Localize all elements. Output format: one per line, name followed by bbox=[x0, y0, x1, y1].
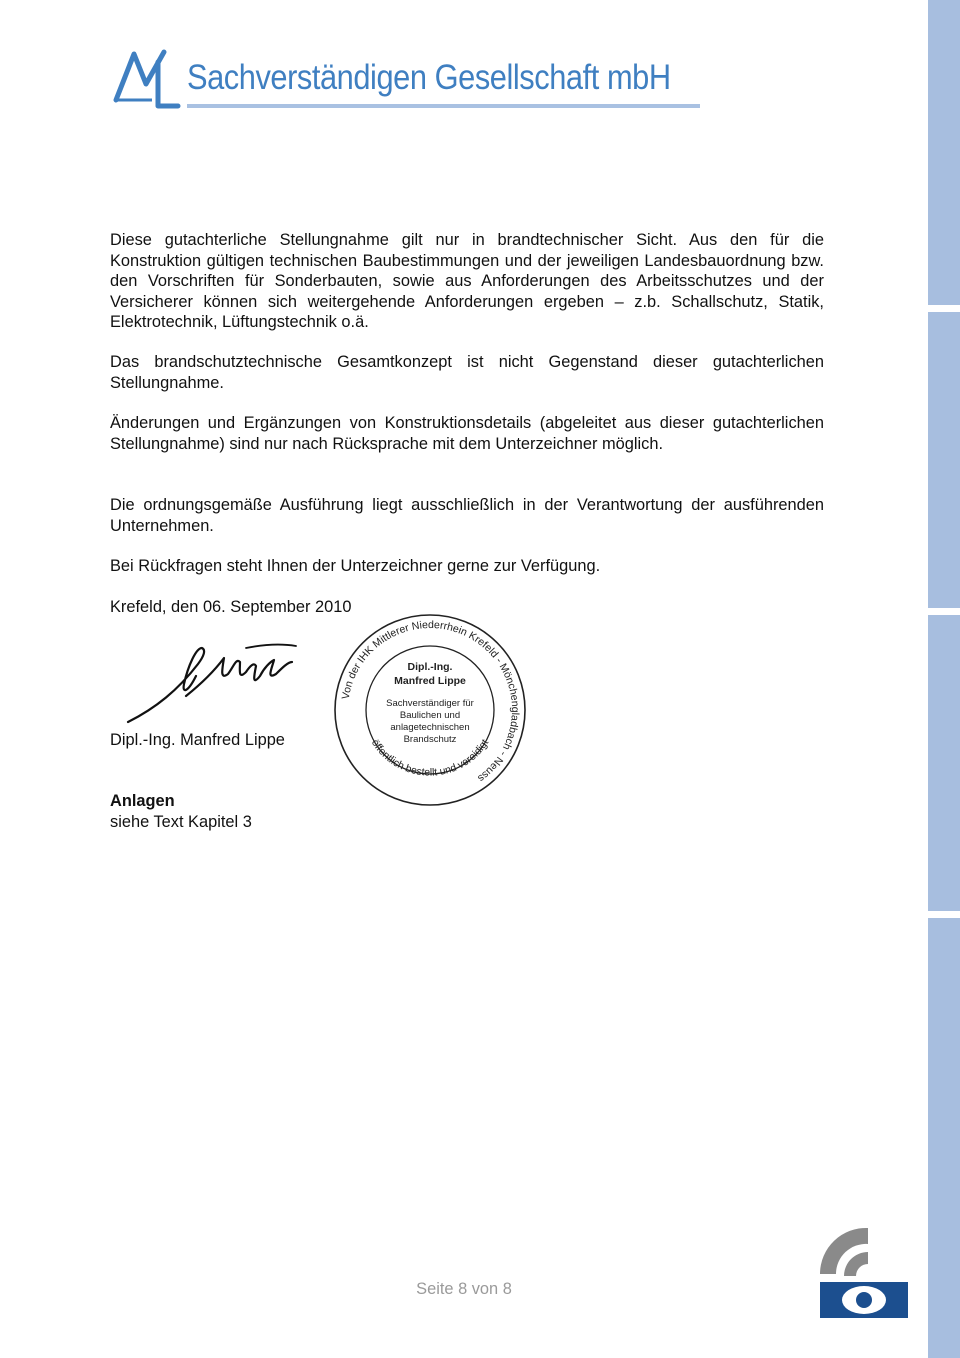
stamp-line-field: Brandschutz bbox=[403, 734, 457, 745]
place-date: Krefeld, den 06. September 2010 bbox=[110, 598, 352, 616]
ml-logo-icon bbox=[112, 48, 182, 112]
corner-brand-logo-icon bbox=[812, 1222, 912, 1322]
signatory-name: Dipl.-Ing. Manfred Lippe bbox=[110, 731, 285, 749]
official-stamp bbox=[330, 612, 530, 808]
stamp-ring-text: Von der IHK Mittlerer Niederrhein Krefeld - Mönchengladbach - Neuss bbox=[339, 618, 522, 785]
sidebar-decoration bbox=[928, 0, 960, 1358]
stamp-line-role: Sachverständiger für bbox=[386, 698, 474, 709]
stamp-line-title: Dipl.-Ing. bbox=[407, 661, 453, 673]
paragraph-execution: Die ordnungsgemäße Ausführung liegt ausschließlich in der Verantwortung der ausführenden Unternehmen. bbox=[110, 496, 824, 535]
header-rule bbox=[187, 104, 700, 108]
stamp-bottom-text: öffentlich bestellt und vereidigt bbox=[368, 737, 492, 779]
page-number: Seite 8 von 8 bbox=[416, 1280, 512, 1298]
stamp-line-name: Manfred Lippe bbox=[394, 675, 466, 687]
sidebar-segment bbox=[928, 0, 960, 305]
sidebar-segment bbox=[928, 918, 960, 1358]
paragraph-scope: Diese gutachterliche Stellungnahme gilt nur in brandtechnischer Sicht. Aus den für die Konstruktion gültigen technischen Baubestimmungen und der jeweiligen Landesbauordnung bzw. den Vorschriften für Sonderbauten, sowie aus Anforderungen des Arbeitsschutzes und der Versicherer können sich weitergehende Anforderungen ergeben – z.b. Schallschutz, Statik, Elektrotechnik, Lüftungstechnik o.ä. bbox=[110, 231, 824, 331]
sidebar-segment bbox=[928, 312, 960, 608]
company-title: Sachverständigen Gesellschaft mbH bbox=[187, 58, 671, 97]
attachments-text: siehe Text Kapitel 3 bbox=[110, 813, 252, 831]
attachments-heading: Anlagen bbox=[110, 792, 175, 810]
sidebar-segment bbox=[928, 615, 960, 911]
stamp-line-field: anlagetechnischen bbox=[390, 722, 470, 733]
paragraph-concept: Das brandschutztechnische Gesamtkonzept ist nicht Gegenstand dieser gutachterlichen Stellungnahme. bbox=[110, 353, 824, 392]
paragraph-changes: Änderungen und Ergänzungen von Konstruktionsdetails (abgeleitet aus dieser gutachterlichen Stellungnahme) sind nur nach Rücksprache mit dem Unterzeichner möglich. bbox=[110, 414, 824, 453]
paragraph-questions: Bei Rückfragen steht Ihnen der Unterzeichner gerne zur Verfügung. bbox=[110, 557, 601, 575]
stamp-line-field: Baulichen und bbox=[399, 710, 461, 721]
signature-icon bbox=[126, 636, 306, 732]
